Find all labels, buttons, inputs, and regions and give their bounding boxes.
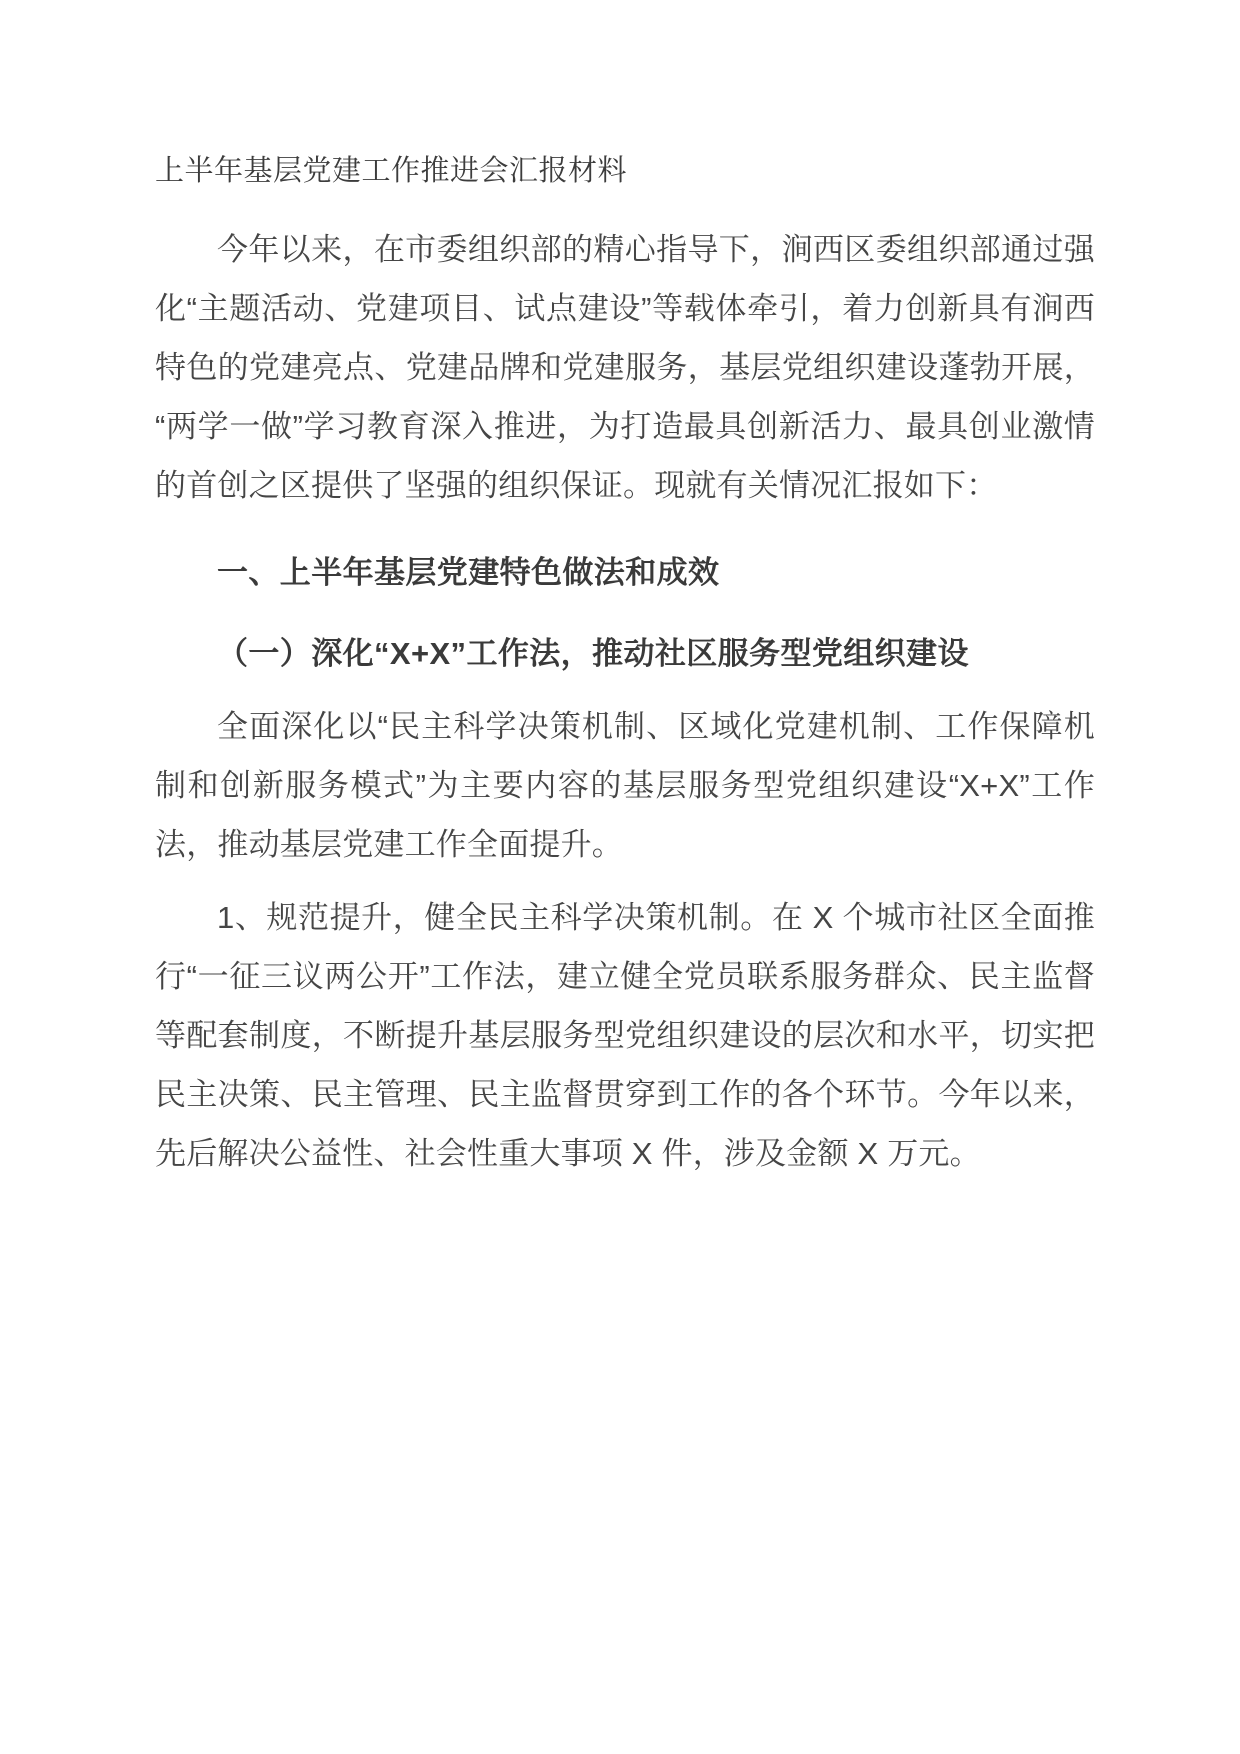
document-title: 上半年基层党建工作推进会汇报材料: [155, 155, 628, 187]
subsection-one-paragraph: 全面深化以“民主科学决策机制、区域化党建机制、工作保障机制和创新服务模式”为主要内容的基层服务型党组织建设“X+X”工作法，推动基层党建工作全面提升。: [155, 708, 1095, 862]
section-heading-one: 一、上半年基层党建特色做法和成效: [217, 554, 720, 590]
item-one-paragraph: 1、规范提升，健全民主科学决策机制。在 X 个城市社区全面推行“一征三议两公开”工作法，建立健全党员联系服务群众、民主监督等配套制度，不断提升基层服务型党组织建设的层次和水平，切实把民主决策、民主管理、民主监督贯穿到工作的各个环节。今年以来，先后解决公益性、社会性重大事项 X 件，涉及金额 X 万元。: [155, 899, 1095, 1171]
subsection-heading-one: （一）深化“X+X”工作法，推动社区服务型党组织建设: [217, 635, 969, 671]
intro-paragraph: 今年以来，在市委组织部的精心指导下，涧西区委组织部通过强化“主题活动、党建项目、试点建设”等载体牵引，着力创新具有涧西特色的党建亮点、党建品牌和党建服务，基层党组织建设蓬勃开展，“两学一做”学习教育深入推进，为打造最具创新活力、最具创业激情的首创之区提供了坚强的组织保证。现就有关情况汇报如下：: [155, 231, 1095, 503]
